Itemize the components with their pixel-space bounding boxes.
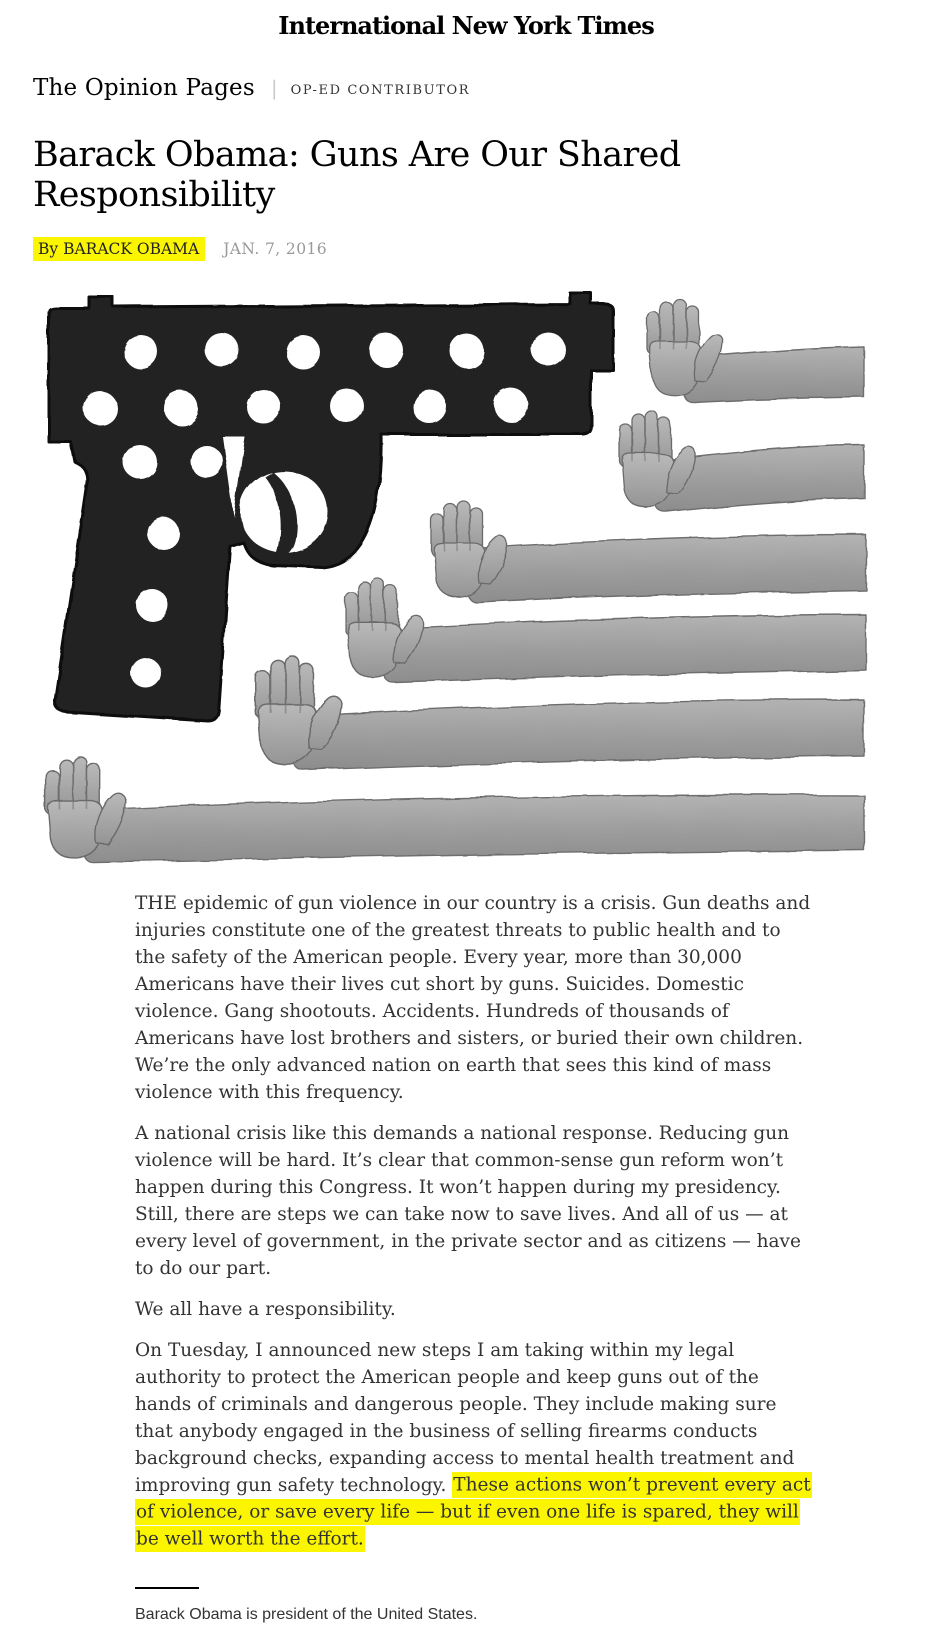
gun-flag-illustration	[33, 279, 910, 864]
byline-author-highlighted: By BARACK OBAMA	[33, 237, 205, 261]
paragraph-text: A national crisis like this demands a national response. Reducing gun violence will be hard. It’s clear that common-sense gun reform won’t happen during this Congress. It won’t happen during my presidency. Still, there are steps we can take now to save lives. And all of us — at every level of government, in the private sector and as citizens — have to do our part.	[135, 1122, 801, 1279]
paragraph	[135, 1337, 811, 1553]
byline	[33, 240, 932, 258]
paragraph	[135, 890, 811, 1106]
section-link-opinion-pages[interactable]: The Opinion Pages	[33, 75, 255, 101]
paragraph-text: We all have a responsibility.	[135, 1298, 396, 1320]
gun-flag-illustration-svg	[33, 279, 910, 864]
paragraph	[135, 1120, 811, 1282]
vertical-divider: |	[270, 76, 278, 100]
paragraph	[135, 1296, 811, 1323]
paragraph-text: THE epidemic of gun violence in our country is a crisis. Gun deaths and injuries constitute one of the greatest threats to public health and to the safety of the American people. Every year, more than 30,000 Americans have their lives cut short by guns. Suicides. Domestic violence. Gang shootouts. Accidents. Hundreds of thousands of Americans have lost brothers and sisters, or buried their own children. We’re the only advanced nation on earth that sees this kind of mass violence with this frequency.	[135, 892, 811, 1103]
masthead	[0, 0, 932, 45]
paragraph-text: On Tuesday, I announced new steps I am taking within my legal authority to protect the American people and keep guns out of the hands of criminals and dangerous people. They include making sure that anybody engaged in the business of selling firearms conducts background checks, expanding access to mental health treatment and improving gun safety technology.	[135, 1339, 795, 1496]
masthead-logo[interactable]: International New York Times	[278, 11, 654, 40]
publish-date: JAN. 7, 2016	[223, 239, 327, 258]
author-bio: Barack Obama is president of the United States.	[135, 1605, 478, 1623]
article-body	[135, 890, 811, 1553]
section-header	[33, 75, 932, 101]
oped-contributor-label: OP-ED CONTRIBUTOR	[290, 82, 471, 98]
highlighted-text: These actions won’t prevent every act of violence, or save every life — but if even one life is spared, they will be well worth the effort.	[135, 1472, 812, 1552]
article-headline: Barack Obama: Guns Are Our Shared Responsibility	[33, 135, 681, 216]
